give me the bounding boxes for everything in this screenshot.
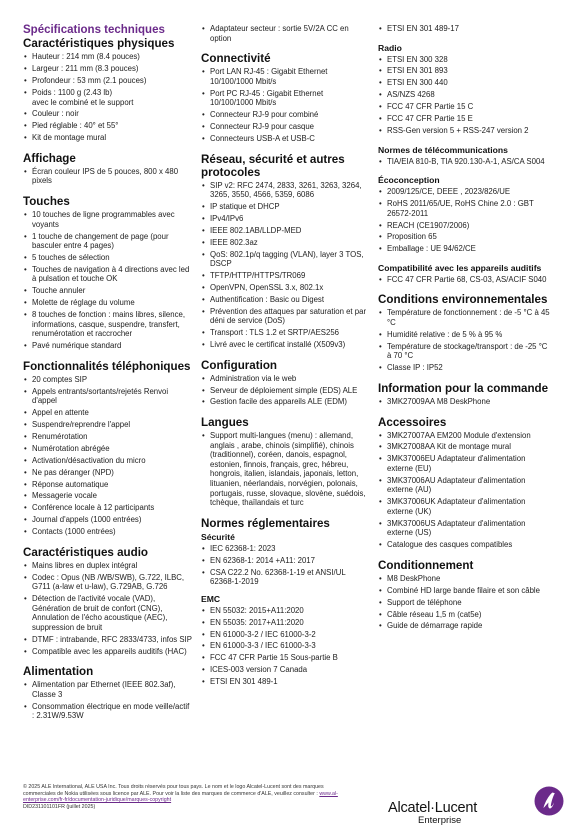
section-heading: Conditionnement (378, 558, 474, 572)
section-conditionnement (378, 559, 550, 631)
bullet-list (201, 67, 367, 143)
section-accessoires (378, 416, 550, 550)
list-item: • 20 comptes SIP (23, 375, 193, 385)
list-item: • EN 55032: 2015+A11:2020 (201, 606, 367, 616)
list-item: • 1 touche de changement de page (pour basculer entre 4 pages) (23, 232, 193, 251)
section-normes-reglementaires (201, 517, 367, 687)
section-heading: Affichage (23, 151, 76, 165)
brand-subtitle: Enterprise (418, 815, 462, 826)
list-item: • 3MK37006EU Adaptateur d'alimentation externe (EU) (378, 454, 550, 473)
section-fonctionnalites-telephoniques (23, 360, 193, 537)
section-normes-de-telecommunications (378, 145, 550, 167)
bullet-list (378, 157, 550, 167)
section-continued (201, 24, 367, 43)
section-connectivite (201, 52, 367, 143)
list-item: • Détection de l'activité vocale (VAD), Génération de bruit de confort (CNG), Annulation de l'écho acoustique (AEC), suppression de bruit (23, 594, 193, 632)
bullet-list (201, 544, 367, 587)
list-item: • ICES-003 version 7 Canada (201, 665, 367, 675)
list-item: • 8 touches de fonction : mains libres, silence, informations, casque, suspendre, transfert, renumérotation et raccrocher (23, 310, 193, 339)
section-heading: Écoconception (378, 175, 440, 186)
list-item: • ETSI EN 301 489-1 (201, 677, 367, 687)
list-item: • QoS: 802.1p/q tagging (VLAN), layer 3 TOS, DSCP (201, 250, 367, 269)
list-item-continuation: avec le combiné et le support (32, 97, 134, 107)
legal-text: © 2025 ALE International, ALE USA Inc. Tous droits réservés pour tous pays. Le nom et le logo Alcatel-Lucent sont des marques commerciales de Nokia utilisées sous licence par ALE. Pour voir la liste des marques de commerce d'ALE, veuillez consulter : (23, 784, 324, 797)
list-item: • Adaptateur secteur : sortie 5V/2A CC en option (201, 24, 367, 43)
list-item: • Largeur : 211 mm (8.3 pouces) (23, 64, 193, 74)
list-item: • 3MK27008AA Kit de montage mural (378, 442, 550, 452)
list-item: • Authentification : Basic ou Digest (201, 295, 367, 305)
list-item: • Alimentation par Ethernet (IEEE 802.3af), Classe 3 (23, 680, 193, 699)
list-item: • Connecteurs USB-A et USB-C (201, 134, 367, 144)
list-item: • Administration via le web (201, 374, 367, 384)
bullet-list (23, 561, 193, 657)
column-right (378, 24, 550, 640)
section-continued (378, 24, 550, 34)
list-item: • Classe IP : IP52 (378, 363, 550, 373)
list-item: • Appels entrants/sortants/rejetés Renvoi d'appel (23, 387, 193, 406)
list-item: • ETSI EN 300 440 (378, 78, 550, 88)
list-item: • Température de fonctionnement : de -5 °C à 45 °C (378, 308, 550, 327)
list-item: • Serveur de déploiement simple (EDS) ALE (201, 386, 367, 396)
list-item: • 3MK37006AU Adaptateur d'alimentation externe (AU) (378, 476, 550, 495)
section-conditions-environnementales (378, 293, 550, 372)
list-item: • Kit de montage mural (23, 133, 193, 143)
list-item: • Codec : Opus (NB /WB/SWB), G.722, ILBC, G711 (a-law et u-law), G.729AB, G.726 (23, 573, 193, 592)
section-radio (378, 43, 550, 136)
section-heading: Réseau, sécurité et autres protocoles (201, 152, 345, 179)
subsection-securite (201, 532, 367, 587)
list-item: • OpenVPN, OpenSSL 3.x, 802.1x (201, 283, 367, 293)
bullet-list (378, 187, 550, 254)
list-item: • Mains libres en duplex intégral (23, 561, 193, 571)
section-heading: Touches (23, 195, 70, 209)
list-item: • EN 55035: 2017+A11:2020 (201, 618, 367, 628)
list-item: • Couleur : noir (23, 109, 193, 119)
list-item: • Appel en attente (23, 408, 193, 418)
list-item: • IEC 62368-1: 2023 (201, 544, 367, 554)
list-item: • IEEE 802.3az (201, 238, 367, 248)
list-item: • Support multi-langues (menu) : allemand, anglais , arabe, chinois (simplifié), chinois (traditionnel), coréen, danois, espagnol, estonien, finnois, français, grec, hébreu, hongrois, italien, islandais, japonais, letton, lituanien, néerlandais, norvégien, polonais, portugais, russe, slovaque, slovène, suédois, tchèque, thaïlandais et turc (201, 431, 367, 508)
section-information-pour-la-commande (378, 382, 550, 407)
section-heading: Alimentation (23, 665, 94, 679)
list-item: • Prévention des attaques par saturation et par déni de service (DoS) (201, 307, 367, 326)
section-heading: Caractéristiques physiques (23, 37, 175, 50)
list-item: • DTMF : intrabande, RFC 2833/4733, infos SIP (23, 635, 193, 645)
bullet-list (201, 181, 367, 350)
list-item: • Suspendre/reprendre l'appel (23, 420, 193, 430)
document-id: DID231101101FR (juillet 2025) (23, 803, 96, 810)
section-ecoconception (378, 175, 550, 254)
list-item: • Conférence locale à 12 participants (23, 503, 193, 513)
section-configuration (201, 359, 367, 407)
bullet-list (23, 167, 193, 186)
list-item: • FCC 47 CFR Partie 68, CS-03, AS/ACIF S040 (378, 275, 550, 285)
list-item: • 3MK37006US Adaptateur d'alimentation externe (US) (378, 519, 550, 538)
list-item: • Pied réglable : 40° et 55° (23, 121, 193, 131)
subsection-heading: EMC (201, 593, 221, 604)
list-item: • Humidité relative : de 5 % à 95 % (378, 330, 550, 340)
section-heading: Normes réglementaires (201, 516, 330, 530)
list-item: • Gestion facile des appareils ALE (EDM) (201, 397, 367, 407)
list-item: • Compatible avec les appareils auditifs (HAC) (23, 647, 193, 657)
list-item: • Molette de réglage du volume (23, 298, 193, 308)
section-caracteristiques-physiques (23, 37, 193, 143)
bullet-list (378, 308, 550, 372)
list-item: • M8 DeskPhone (378, 574, 550, 584)
section-heading: Accessoires (378, 415, 447, 429)
section-heading: Configuration (201, 358, 277, 372)
list-item: • Guide de démarrage rapide (378, 621, 550, 631)
section-reseau-securite-et-autres-protocoles (201, 153, 367, 350)
list-item: • 3MK37006UK Adaptateur d'alimentation externe (UK) (378, 497, 550, 516)
list-item: • Température de stockage/transport : de -25 °C à 70 °C (378, 342, 550, 361)
section-alimentation (23, 665, 193, 721)
section-heading: Connectivité (201, 52, 271, 66)
section-compatibilite-avec-les-appareils-auditifs (378, 263, 550, 285)
list-item: • Emballage : UE 94/62/CE (378, 244, 550, 254)
list-item: • Messagerie vocale (23, 491, 193, 501)
list-item: • Transport : TLS 1.2 et SRTP/AES256 (201, 328, 367, 338)
section-touches (23, 195, 193, 351)
list-item: • Écran couleur IPS de 5 pouces, 800 x 480 pixels (23, 167, 193, 186)
list-item: • REACH (CE1907/2006) (378, 221, 550, 231)
section-heading: Information pour la commande (378, 381, 549, 395)
list-item: • FCC 47 CFR Partie 15 E (378, 114, 550, 124)
list-item: • Câble réseau 1,5 m (cat5e) (378, 610, 550, 620)
section-heading: Normes de télécommunications (378, 144, 508, 155)
section-heading: Conditions environnementales (378, 293, 548, 307)
subsection-heading: Sécurité (201, 531, 235, 542)
bullet-list (378, 431, 550, 550)
bullet-list (378, 55, 550, 136)
list-item: • Pavé numérique standard (23, 341, 193, 351)
bullet-list (201, 24, 367, 43)
bullet-list (378, 397, 550, 407)
list-item: • 3MK27007AA EM200 Module d'extension (378, 431, 550, 441)
list-item: • Connecteur RJ-9 pour casque (201, 122, 367, 132)
list-item: • 10 touches de ligne programmables avec voyants (23, 210, 193, 229)
column-middle (201, 24, 367, 696)
list-item: • IPv4/IPv6 (201, 214, 367, 224)
list-item: • ETSI EN 301 489-17 (378, 24, 550, 34)
section-langues (201, 416, 367, 508)
list-item: • Activation/désactivation du micro (23, 456, 193, 466)
list-item: • Profondeur : 53 mm (2.1 pouces) (23, 76, 193, 86)
section-caracteristiques-audio (23, 546, 193, 657)
column-left (23, 24, 193, 730)
list-item: • IP statique et DHCP (201, 202, 367, 212)
list-item: • IEEE 802.1AB/LLDP-MED (201, 226, 367, 236)
subsection-emc (201, 594, 367, 687)
list-item: • FCC 47 CFR Partie 15 C (378, 102, 550, 112)
legal-notice (23, 784, 353, 810)
brand-logo-block (388, 800, 568, 824)
page-title: Spécifications techniques (23, 24, 165, 36)
list-item: • RSS-Gen version 5 + RSS-247 version 2 (378, 126, 550, 136)
list-item: • Réponse automatique (23, 480, 193, 490)
list-item: • Proposition 65 (378, 232, 550, 242)
list-item: • EN 61000-3-3 / IEC 61000-3-3 (201, 641, 367, 651)
list-item: • AS/NZS 4268 (378, 90, 550, 100)
list-item: • TFTP/HTTP/HTTPS/TR069 (201, 271, 367, 281)
list-item: • ETSI EN 300 328 (378, 55, 550, 65)
bullet-list (23, 375, 193, 537)
bullet-list (378, 275, 550, 285)
list-item: • Numérotation abrégée (23, 444, 193, 454)
bullet-list (23, 52, 193, 143)
list-item: • Touche annuler (23, 286, 193, 296)
list-item: • EN 61000-3-2 / IEC 61000-3-2 (201, 630, 367, 640)
list-item: • 3MK27009AA M8 DeskPhone (378, 397, 550, 407)
section-heading: Compatibilité avec les appareils auditifs (378, 262, 542, 273)
list-item: • Connecteur RJ-9 pour combiné (201, 110, 367, 120)
bullet-list (378, 24, 550, 34)
list-item: • Poids : 1100 g (2.43 lb) (23, 88, 193, 98)
list-item: • CSA C22.2 No. 62368-1-19 et ANSI/UL 62368-1-2019 (201, 568, 367, 587)
bullet-list (201, 374, 367, 407)
list-item: • Combiné HD large bande filaire et son câble (378, 586, 550, 596)
list-item: • FCC 47 CFR Partie 15 Sous-partie B (201, 653, 367, 663)
list-item: • ETSI EN 301 893 (378, 66, 550, 76)
alcatel-lucent-logo-icon (534, 786, 564, 816)
brand-name: Alcatel·Lucent (388, 800, 478, 816)
list-item: • RoHS 2011/65/UE, RoHS Chine 2.0 : GBT 26572-2011 (378, 199, 550, 218)
list-item: • Renumérotation (23, 432, 193, 442)
list-item: • 5 touches de sélection (23, 253, 193, 263)
section-heading: Langues (201, 416, 249, 430)
list-item: • Livré avec le certificat installé (X509v3) (201, 340, 367, 350)
list-item: • Touches de navigation à 4 directions avec led à pulsation et touche OK (23, 265, 193, 284)
bullet-list (201, 431, 367, 508)
list-item: • Port PC RJ-45 : Gigabit Ethernet 10/100/1000 Mbit/s (201, 89, 367, 108)
list-item: • Journal d'appels (1000 entrées) (23, 515, 193, 525)
bullet-list (201, 606, 367, 687)
list-item: • SIP v2: RFC 2474, 2833, 3261, 3263, 3264, 3265, 3550, 4566, 5359, 6086 (201, 181, 367, 200)
bullet-list (378, 574, 550, 631)
section-affichage (23, 152, 193, 186)
bullet-list (23, 210, 193, 351)
list-item: • Consommation électrique en mode veille/actif : 2.31W/9.53W (23, 702, 193, 721)
section-heading: Radio (378, 42, 402, 53)
list-item: • Catalogue des casques compatibles (378, 540, 550, 550)
list-item: • Port LAN RJ-45 : Gigabit Ethernet 10/100/1000 Mbit/s (201, 67, 367, 86)
list-item: • 2009/125/CE, DEEE , 2023/826/UE (378, 187, 550, 197)
list-item: • EN 62368-1: 2014 +A11: 2017 (201, 556, 367, 566)
list-item: • Support de téléphone (378, 598, 550, 608)
list-item: • TIA/EIA 810-B, TIA 920.130-A-1, AS/CA S004 (378, 157, 550, 167)
list-item: • Ne pas déranger (NPD) (23, 468, 193, 478)
list-item: • Hauteur : 214 mm (8.4 pouces) (23, 52, 193, 62)
bullet-list (23, 680, 193, 721)
list-item: • Contacts (1000 entrées) (23, 527, 193, 537)
section-heading: Caractéristiques audio (23, 545, 148, 559)
legal-link[interactable]: www.al-enterprise.com/fr-fr/documentation-juridique/marques-copyright (23, 790, 338, 804)
section-heading: Fonctionnalités téléphoniques (23, 359, 191, 373)
